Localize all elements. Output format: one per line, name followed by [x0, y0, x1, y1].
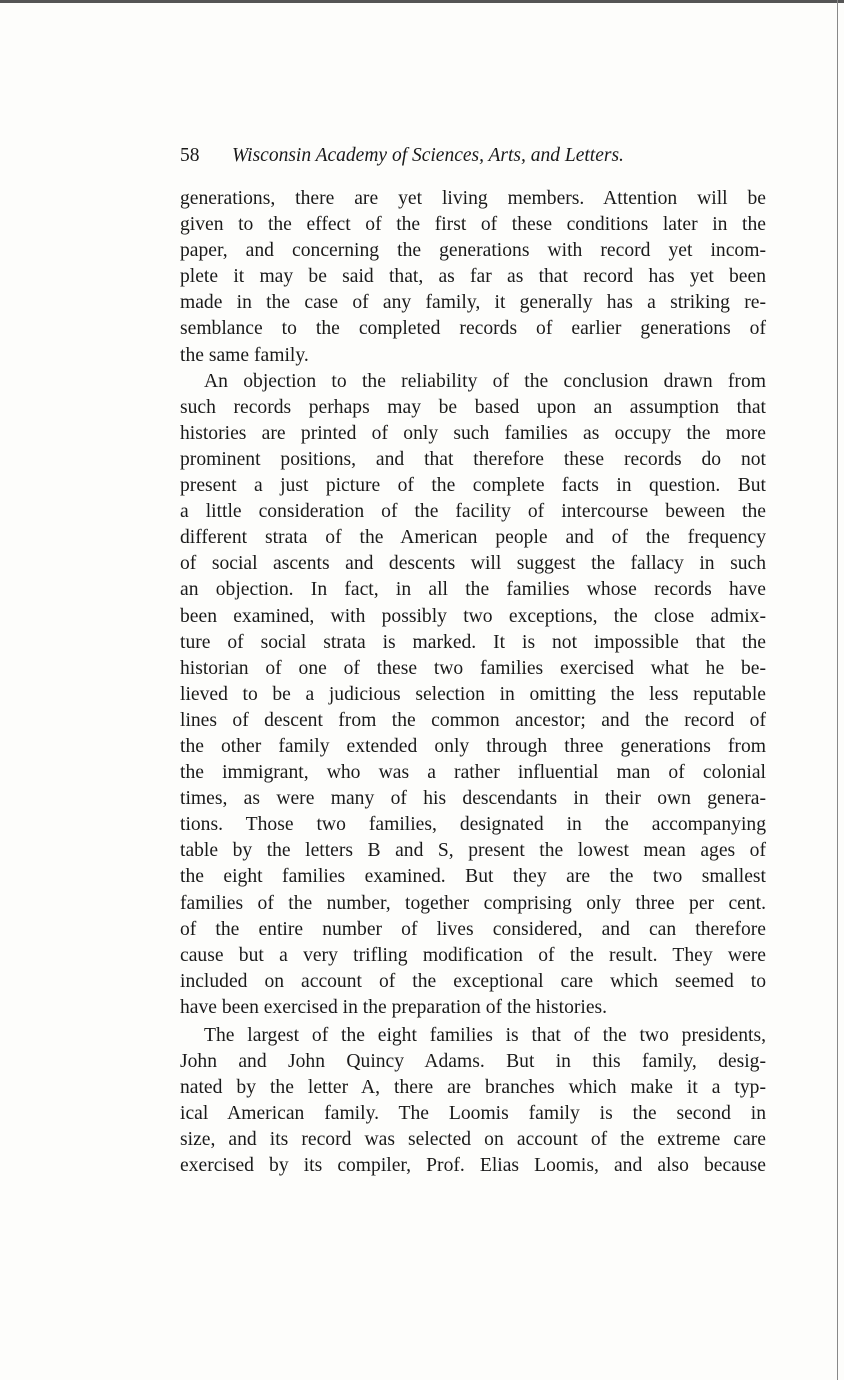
- page-top-edge: [0, 0, 844, 3]
- text-line: lieved to be a judicious selection in omitting the less reputable: [180, 683, 766, 705]
- page-number: 58: [180, 145, 200, 166]
- text-line: ture of social strata is marked. It is not impossible that the: [180, 631, 766, 653]
- text-line: such records perhaps may be based upon an assumption that: [180, 396, 766, 418]
- text-line: tions. Those two families, designated in the accompanying: [180, 814, 766, 836]
- text-line: families of the number, together comprising only three per cent.: [180, 892, 766, 914]
- paragraph-2: [180, 369, 766, 1021]
- page-right-edge: [837, 0, 838, 1380]
- text-line: John and John Quincy Adams. But in this family, desig-: [180, 1051, 766, 1073]
- text-line: different strata of the American people and of the frequency: [180, 527, 766, 549]
- text-line: included on account of the exceptional care which seemed to: [180, 970, 766, 992]
- text-line: size, and its record was selected on account of the extreme care: [180, 1129, 766, 1151]
- text-line: table by the letters B and S, present the lowest mean ages of: [180, 840, 766, 862]
- text-line: paper, and concerning the generations with record yet incom-: [180, 240, 766, 262]
- text-line: exercised by its compiler, Prof. Elias Loomis, and also because: [180, 1155, 766, 1177]
- text-line: generations, there are yet living members. Attention will be: [180, 188, 766, 209]
- text-line: been examined, with possibly two exceptions, the close admix-: [180, 605, 766, 627]
- text-line: the eight families examined. But they are the two smallest: [180, 866, 766, 888]
- text-line: plete it may be said that, as far as that record has yet been: [180, 266, 766, 288]
- text-line: the same family.: [180, 344, 309, 366]
- text-line: histories are printed of only such families as occupy the more: [180, 422, 766, 444]
- text-line: made in the case of any family, it generally has a striking re-: [180, 292, 766, 314]
- text-line: nated by the letter A, there are branches which make it a typ-: [180, 1077, 766, 1099]
- text-line: historian of one of these two families exercised what he be-: [180, 657, 766, 679]
- text-line: times, as were many of his descendants in their own genera-: [180, 788, 766, 810]
- text-line: the immigrant, who was a rather influential man of colonial: [180, 762, 766, 784]
- running-title: Wisconsin Academy of Sciences, Arts, and Letters.: [232, 145, 624, 166]
- paragraph-3: [180, 1023, 766, 1180]
- text-line: The largest of the eight families is that of the two presidents,: [204, 1025, 766, 1046]
- text-line: of social ascents and descents will suggest the fallacy in such: [180, 553, 766, 575]
- text-line: have been exercised in the preparation of the histories.: [180, 996, 608, 1018]
- text-line: the other family extended only through three generations from: [180, 735, 766, 757]
- paragraph-1: [180, 186, 766, 369]
- text-line: a little consideration of the facility of intercourse beween the: [180, 501, 766, 523]
- text-line: ical American family. The Loomis family is the second in: [180, 1103, 766, 1125]
- body-text: [180, 186, 766, 1180]
- text-line: given to the effect of the first of these conditions later in the: [180, 214, 766, 236]
- text-line: prominent positions, and that therefore these records do not: [180, 448, 766, 470]
- text-line: of the entire number of lives considered, and can therefore: [180, 918, 766, 940]
- text-line: semblance to the completed records of earlier generations of: [180, 318, 766, 340]
- text-line: cause but a very trifling modification of the result. They were: [180, 944, 766, 966]
- text-line: lines of descent from the common ancestor; and the record of: [180, 709, 766, 731]
- text-line: an objection. In fact, in all the families whose records have: [180, 579, 766, 601]
- running-header: [180, 142, 720, 170]
- text-line: An objection to the reliability of the conclusion drawn from: [204, 370, 766, 392]
- text-line: present a just picture of the complete facts in question. But: [180, 475, 766, 497]
